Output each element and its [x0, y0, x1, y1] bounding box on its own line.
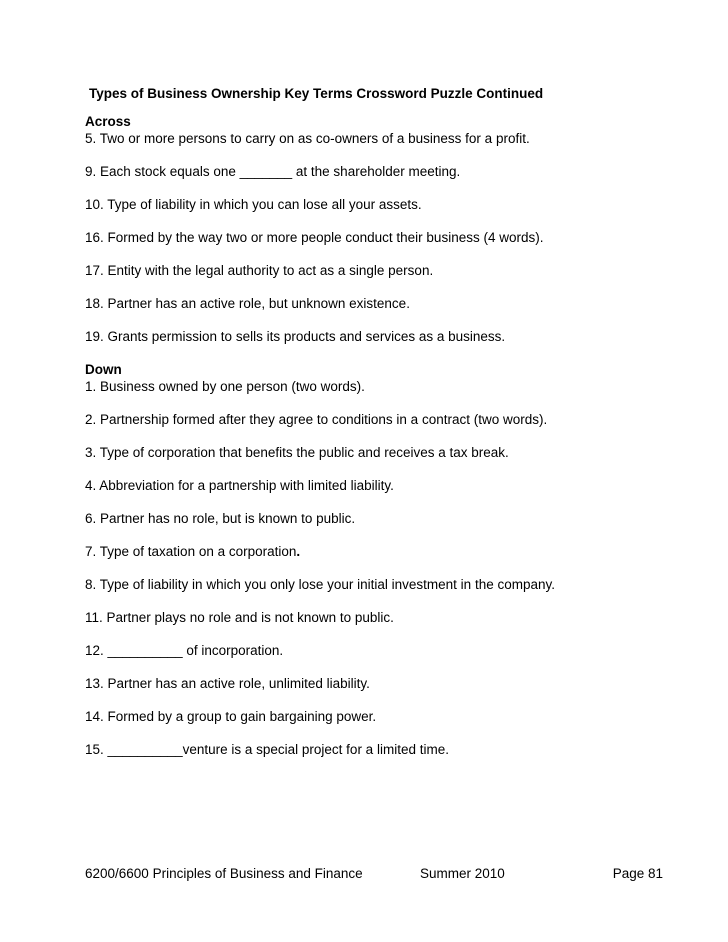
footer-course: 6200/6600 Principles of Business and Finance — [85, 866, 363, 881]
down-heading: Down — [85, 362, 122, 377]
down-clue-12: 12. __________ of incorporation. — [85, 643, 284, 658]
across-clue-16: 16. Formed by the way two or more people conduct their business (4 words). — [85, 230, 544, 245]
page-title: Types of Business Ownership Key Terms Crossword Puzzle Continued — [89, 86, 544, 101]
across-heading: Across — [85, 114, 131, 129]
down-clue-7 — [85, 543, 685, 560]
down-clue-7-period: . — [296, 544, 301, 559]
down-clue-2: 2. Partnership formed after they agree to conditions in a contract (two words). — [85, 412, 548, 427]
down-clue-7-text: 7. Type of taxation on a corporation — [85, 544, 297, 559]
down-clue-3: 3. Type of corporation that benefits the public and receives a tax break. — [85, 445, 509, 460]
down-clue-11: 11. Partner plays no role and is not known to public. — [85, 610, 394, 625]
down-clue-13: 13. Partner has an active role, unlimited liability. — [85, 676, 370, 691]
page-footer — [85, 866, 663, 884]
across-clue-18: 18. Partner has an active role, but unknown existence. — [85, 296, 410, 311]
down-clue-1: 1. Business owned by one person (two words). — [85, 379, 365, 394]
down-clue-15: 15. __________venture is a special project for a limited time. — [85, 742, 449, 757]
clue-list — [85, 113, 685, 774]
footer-term: Summer 2010 — [420, 866, 505, 881]
down-clue-4: 4. Abbreviation for a partnership with limited liability. — [85, 478, 394, 493]
footer-page-number: Page 81 — [612, 866, 663, 881]
down-clue-8: 8. Type of liability in which you only lose your initial investment in the company. — [85, 577, 555, 592]
across-clue-19: 19. Grants permission to sells its products and services as a business. — [85, 329, 506, 344]
across-clue-17: 17. Entity with the legal authority to act as a single person. — [85, 263, 434, 278]
down-clue-6: 6. Partner has no role, but is known to public. — [85, 511, 356, 526]
across-clue-10: 10. Type of liability in which you can lose all your assets. — [85, 197, 422, 212]
across-clue-9: 9. Each stock equals one _______ at the shareholder meeting. — [85, 164, 461, 179]
across-clue-5: 5. Two or more persons to carry on as co-owners of a business for a profit. — [85, 131, 530, 146]
down-clue-14: 14. Formed by a group to gain bargaining power. — [85, 709, 377, 724]
